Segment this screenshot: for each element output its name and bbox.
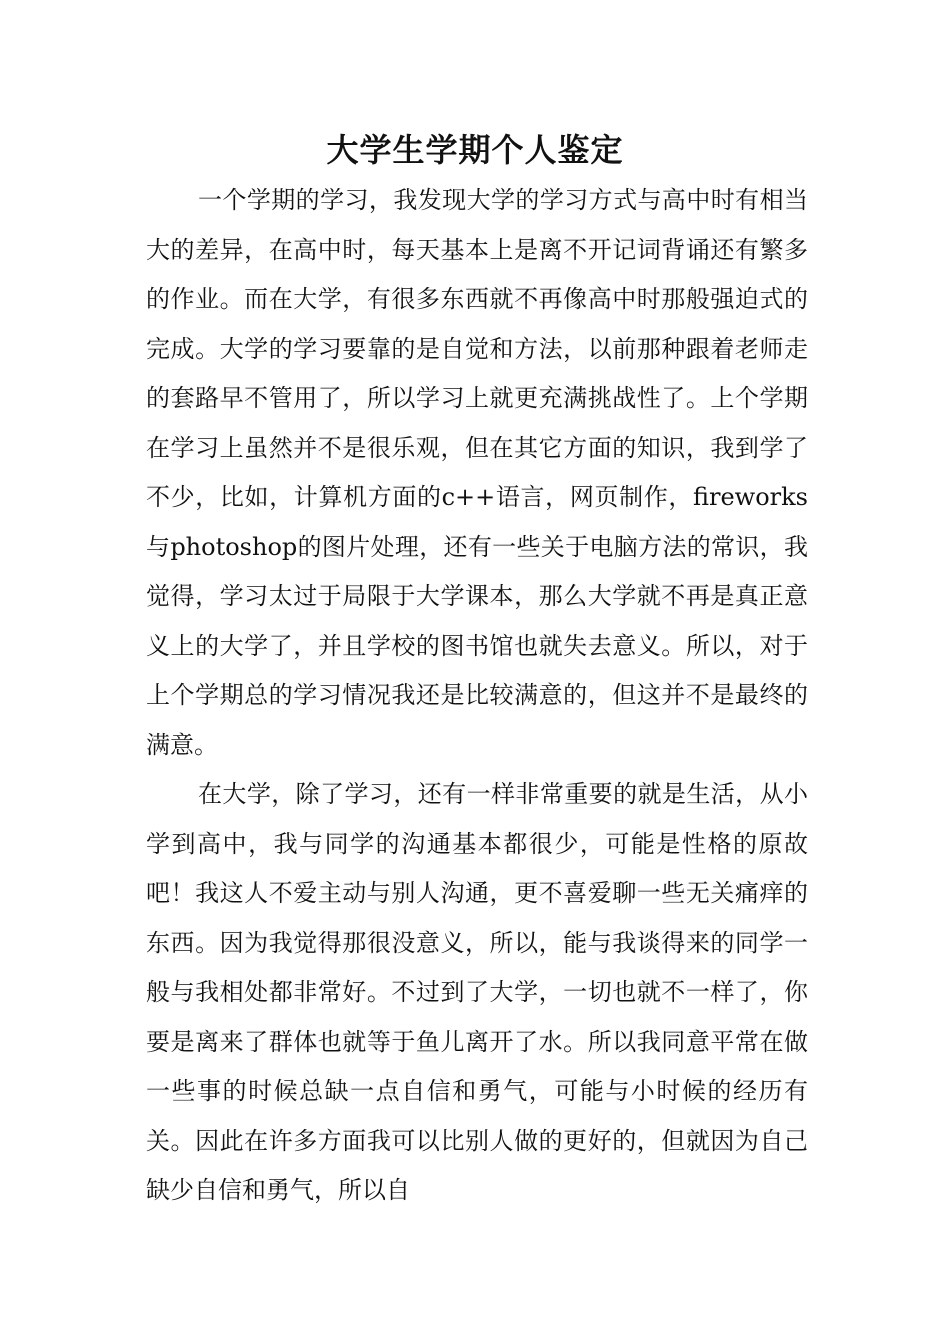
paragraph-1: 一个学期的学习，我发现大学的学习方式与高中时有相当大的差异，在高中时，每天基本上是离不开记词背诵还有繁多的作业。而在大学，有很多东西就不再像高中时那般强迫式的完成。大学的学习要靠的是自觉和方法，以前那种跟着老师走的套路早不管用了，所以学习上就更充满挑战性了。上个学期在学习上虽然并不是很乐观，但在其它方面的知识，我到学了不少，比如，计算机方面的c++语言，网页制作，fireworks与photoshop的图片处理，还有一些关于电脑方法的常识，我觉得，学习太过于局限于大学课本，那么大学就不再是真正意义上的大学了，并且学校的图书馆也就失去意义。所以，对于上个学期总的学习情况我还是比较满意的，但这并不是最终的满意。 — [146, 186, 808, 759]
document-title: 大学生学期个人鉴定 — [326, 131, 624, 169]
document-body — [146, 176, 808, 1216]
paragraph-2: 在大学，除了学习，还有一样非常重要的就是生活，从小学到高中，我与同学的沟通基本都很少，可能是性格的原故吧！我这人不爱主动与别人沟通，更不喜爱聊一些无关痛痒的东西。因为我觉得那很没意义，所以，能与我谈得来的同学一般与我相处都非常好。不过到了大学，一切也就不一样了，你要是离来了群体也就等于鱼儿离开了水。所以我同意平常在做一些事的时候总缺一点自信和勇气，可能与小时候的经历有关。因此在许多方面我可以比别人做的更好的，但就因为自己缺少自信和勇气，所以自 — [146, 780, 808, 1204]
